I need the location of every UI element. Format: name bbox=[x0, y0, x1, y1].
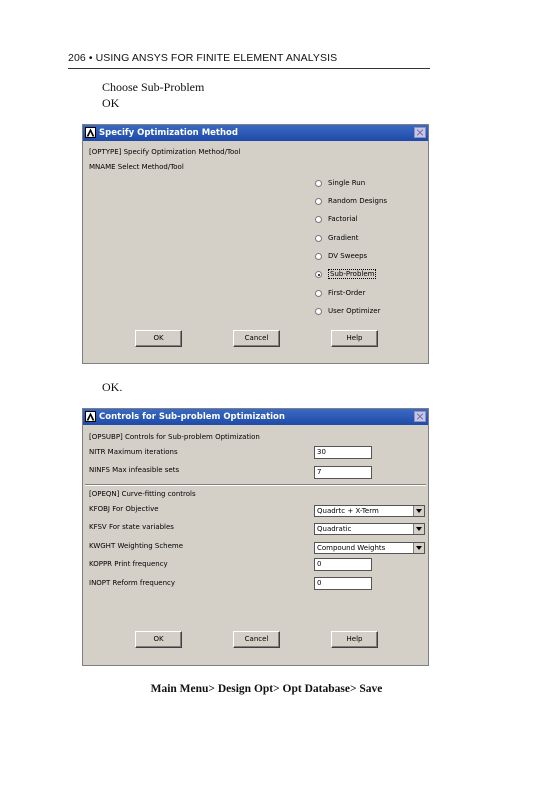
ninfs-label: NINFS Max infeasible sets bbox=[89, 466, 180, 474]
radio-button-icon[interactable] bbox=[315, 198, 322, 205]
radio-button-icon[interactable] bbox=[315, 235, 322, 242]
kwght-select[interactable]: Compound Weights bbox=[314, 542, 425, 554]
kfsv-label: KFSV For state variables bbox=[89, 523, 174, 531]
inopt-input[interactable]: 0 bbox=[314, 577, 372, 590]
nitr-label: NITR Maximum iterations bbox=[89, 448, 178, 456]
header-rule bbox=[68, 68, 430, 69]
kwght-label: KWGHT Weighting Scheme bbox=[89, 542, 184, 550]
close-icon[interactable] bbox=[414, 411, 426, 422]
kfsv-select[interactable]: Quadratic bbox=[314, 523, 425, 535]
specify-optimization-method-dialog: Specify Optimization Method [OPTYPE] Specify Optimization Method/Tool MNAME Select Method/Tool Single Run Random Designs Factorial Gradient DV Sweeps Sub-Problem First-Order User Optimizer OK Cancel Help bbox=[82, 124, 429, 364]
instruction-line-2: OK bbox=[102, 96, 120, 110]
ok-button[interactable]: OK bbox=[135, 631, 182, 648]
radio-button-icon[interactable] bbox=[315, 290, 322, 297]
nitr-input[interactable]: 30 bbox=[314, 446, 372, 459]
section-divider bbox=[85, 484, 426, 486]
dialog-title: Specify Optimization Method bbox=[99, 128, 238, 138]
menu-path-caption: Main Menu> Design Opt> Opt Database> Save bbox=[150, 683, 383, 695]
optype-heading: [OPTYPE] Specify Optimization Method/Tool bbox=[89, 148, 241, 156]
dialog-titlebar[interactable] bbox=[83, 409, 428, 425]
close-icon[interactable] bbox=[414, 127, 426, 138]
opeqn-heading: [OPEQN] Curve-fitting controls bbox=[89, 490, 196, 498]
page-header: 206 • USING ANSYS FOR FINITE ELEMENT ANALYSIS bbox=[68, 52, 338, 64]
ok-button[interactable]: OK bbox=[135, 330, 182, 347]
dialog-title: Controls for Sub-problem Optimization bbox=[99, 412, 285, 422]
radio-button-icon[interactable] bbox=[315, 216, 322, 223]
help-button[interactable]: Help bbox=[331, 330, 378, 347]
chevron-down-icon[interactable] bbox=[413, 524, 424, 534]
koppr-label: KOPPR Print frequency bbox=[89, 560, 168, 568]
radio-button-icon[interactable] bbox=[315, 308, 322, 315]
ansys-logo-icon bbox=[85, 127, 96, 138]
chevron-down-icon[interactable] bbox=[413, 543, 424, 553]
sub-problem-controls-dialog bbox=[82, 408, 429, 666]
mname-label: MNAME Select Method/Tool bbox=[89, 163, 184, 171]
ninfs-input[interactable]: 7 bbox=[314, 466, 372, 479]
ansys-logo-icon bbox=[85, 411, 96, 422]
dialog-titlebar[interactable] bbox=[83, 125, 428, 141]
radio-button-selected-icon[interactable] bbox=[315, 271, 322, 278]
radio-button-icon[interactable] bbox=[315, 180, 322, 187]
kfobj-label: KFOBJ For Objective bbox=[89, 505, 159, 513]
koppr-input[interactable]: 0 bbox=[314, 558, 372, 571]
opsubp-heading: [OPSUBP] Controls for Sub-problem Optimization bbox=[89, 433, 260, 441]
radio-button-icon[interactable] bbox=[315, 253, 322, 260]
chevron-down-icon[interactable] bbox=[413, 506, 424, 516]
help-button[interactable]: Help bbox=[331, 631, 378, 648]
cancel-button[interactable]: Cancel bbox=[233, 330, 280, 347]
instruction-line-1: Choose Sub-Problem bbox=[102, 80, 205, 94]
kfobj-select[interactable]: Quadrtc + X-Term bbox=[314, 505, 425, 517]
cancel-button[interactable]: Cancel bbox=[233, 631, 280, 648]
ok-instruction: OK. bbox=[102, 380, 123, 394]
inopt-label: INOPT Reform frequency bbox=[89, 579, 176, 587]
